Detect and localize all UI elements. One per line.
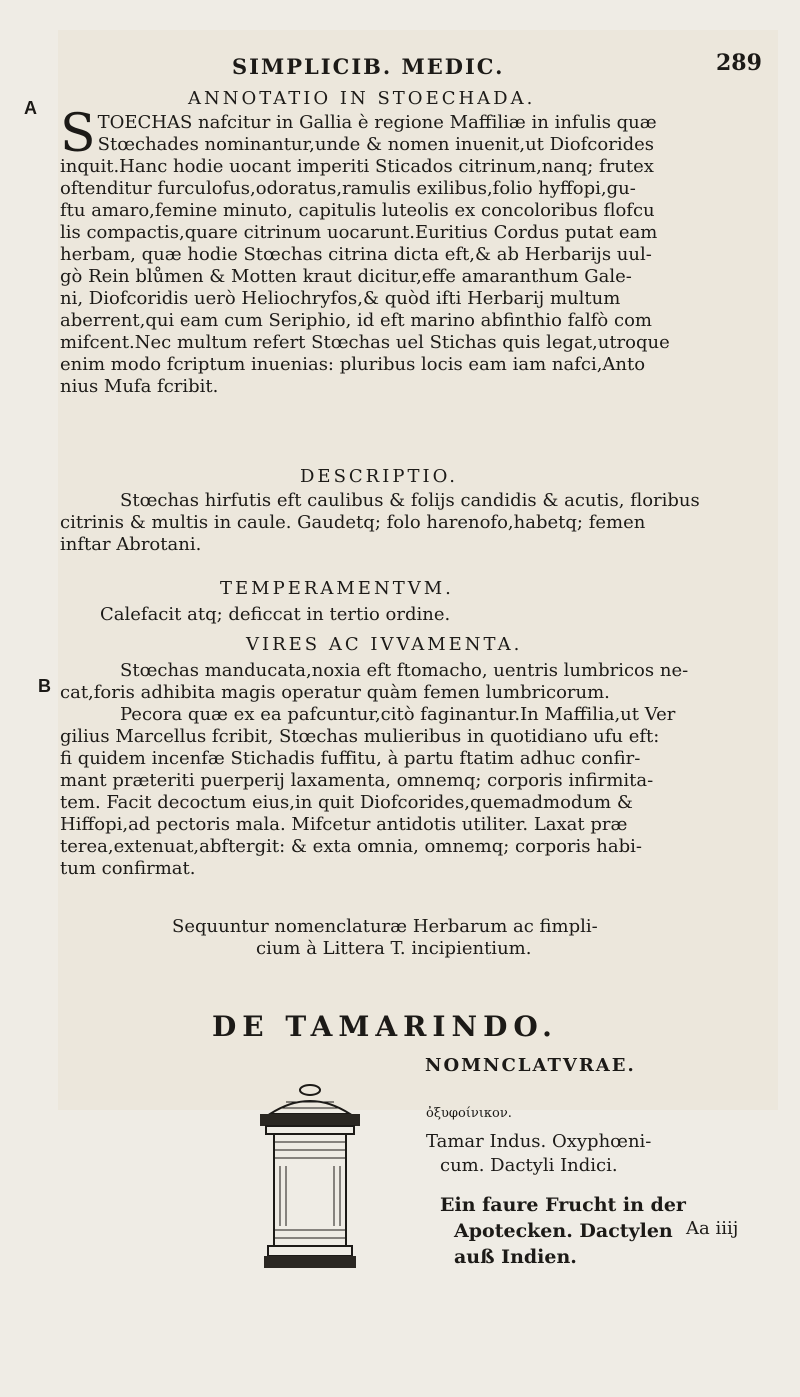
- text-line: Sequuntur nomenclaturæ Herbarum ac fimpli-: [172, 916, 598, 937]
- running-title: SIMPLICIB. MEDIC.: [232, 54, 505, 79]
- jar-woodcut-icon: [230, 1080, 390, 1280]
- drop-cap: S: [60, 104, 96, 164]
- tamarind-names: [426, 1102, 726, 1270]
- text-line: Calefacit atq; deficcat in tertio ordine.: [100, 604, 451, 625]
- text-line: inquit.Hanc hodie uocant imperiti Sticados citrinum,nanq; frutex: [60, 156, 654, 177]
- text-line: TOECHAS nafcitur in Gallia è regione Maffiliæ in infulis quæ: [97, 112, 657, 133]
- text-line: ni, Diofcoridis uerò Heliochryfos,& quòd ifti Herbarij multum: [60, 288, 621, 309]
- text-line: Hiffopi,ad pectoris mala. Mifcetur antidotis utiliter. Laxat præ: [60, 814, 628, 835]
- text-line: lis compactis,quare citrinum uocarunt.Euritius Cordus putat eam: [60, 222, 658, 243]
- text-line: aberrent,qui eam cum Seriphio, id eft marino abfinthio falfò com: [60, 310, 652, 331]
- page-header: [0, 50, 800, 84]
- latin-name-line: Tamar Indus. Oxyphœni-: [426, 1131, 652, 1152]
- text-line: tum confirmat.: [60, 858, 196, 879]
- latin-name-line: cum. Dactyli Indici.: [440, 1155, 618, 1176]
- text-line: citrinis & multis in caule. Gaudetq; folo harenofo,habetq; femen: [60, 512, 646, 533]
- text-line: enim modo fcriptum inuenias: pluribus locis eam iam nafci,Anto: [60, 354, 646, 375]
- text-line: gò Rein blůmen & Motten kraut dicitur,effe amaranthum Gale-: [60, 266, 632, 287]
- annotatio-text: [60, 104, 720, 398]
- text-line: cat,foris adhibita magis operatur quàm femen lumbricorum.: [60, 682, 610, 703]
- margin-letter-b: B: [38, 676, 51, 696]
- nomenclaturae-heading: NOMNCLATVRAE.: [425, 1055, 636, 1076]
- german-name-line: Ein faure Frucht in der: [440, 1194, 686, 1216]
- text-line: mant præteriti puerperij laxamenta, omnemq; corporis infirmita-: [60, 770, 654, 791]
- vires-text: [60, 660, 720, 880]
- temperamentum-heading: TEMPERAMENTVM.: [220, 578, 454, 599]
- text-line: cium à Littera T. incipientium.: [256, 938, 532, 959]
- text-line: Stœchas manducata,noxia eft ftomacho, uentris lumbricos ne-: [120, 660, 689, 681]
- apothecary-jar-illustration: [230, 1080, 390, 1280]
- greek-name: ὀξυφοίνικον.: [426, 1106, 512, 1121]
- text-line: herbam, quæ hodie Stœchas citrina dicta eft,& ab Herbarijs uul-: [60, 244, 652, 265]
- german-name-line: auß Indien.: [454, 1246, 577, 1268]
- tamarindo-heading: DE TAMARINDO.: [212, 1010, 558, 1043]
- text-line: nius Mufa fcribit.: [60, 376, 219, 397]
- text-line: fi quidem incenfæ Stichadis fuffitu, à partu ftatim adhuc confir-: [60, 748, 641, 769]
- sequuntur-text: [60, 916, 720, 960]
- margin-letter-a: A: [24, 98, 37, 118]
- text-line: ftu amaro,femine minuto, capitulis luteolis ex concoloribus flofcu: [60, 200, 655, 221]
- text-line: inftar Abrotani.: [60, 534, 202, 555]
- descriptio-text: [60, 490, 720, 556]
- descriptio-heading: DESCRIPTIO.: [300, 466, 458, 487]
- text-line: terea,extenuat,abftergit: & exta omnia, omnemq; corporis habi-: [60, 836, 642, 857]
- text-line: Stœchades nominantur,unde & nomen inuenit,ut Diofcorides: [97, 134, 654, 155]
- temperamentum-text: [60, 604, 720, 626]
- vires-heading: VIRES AC IVVAMENTA.: [246, 634, 523, 655]
- signature-mark: Aa iiij: [686, 1218, 739, 1239]
- text-line: mifcent.Nec multum refert Stœchas uel Stichas quis legat,utroque: [60, 332, 670, 353]
- text-line: gilius Marcellus fcribit, Stœchas mulieribus in quotidiano ufu eft:: [60, 726, 660, 747]
- text-line: oftenditur furculofus,odoratus,ramulis exilibus,folio hyffopi,gu-: [60, 178, 636, 199]
- german-name-line: Apotecken. Dactylen: [454, 1220, 673, 1242]
- text-line: Pecora quæ ex ea pafcuntur,citò faginantur.In Maffilia,ut Ver: [120, 704, 676, 725]
- text-line: Stœchas hirfutis eft caulibus & folijs candidis & acutis, floribus: [120, 490, 700, 511]
- page-number: 289: [716, 50, 762, 76]
- text-line: tem. Facit decoctum eius,in quit Diofcorides,quemadmodum &: [60, 792, 633, 813]
- annotatio-heading: ANNOTATIO IN STOECHADA.: [188, 88, 536, 109]
